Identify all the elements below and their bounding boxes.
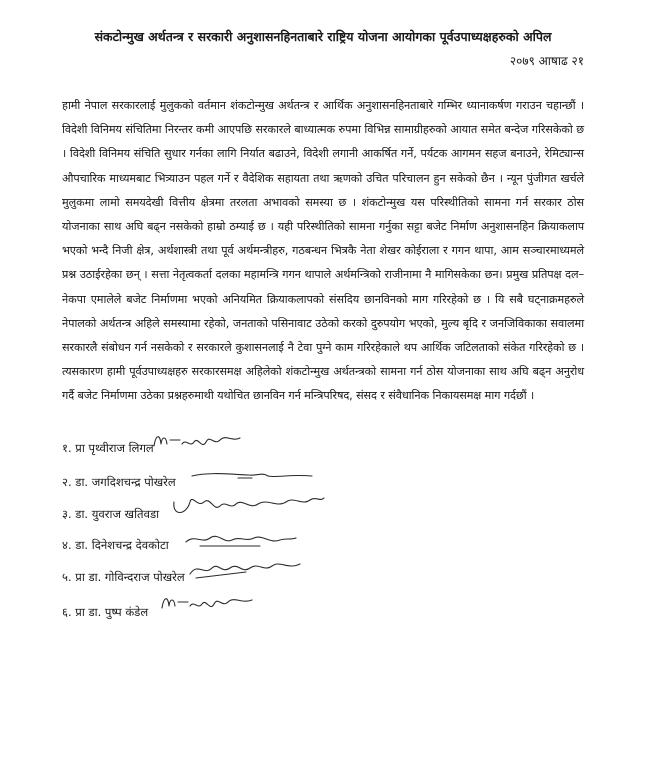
signatory-4: ४. डा. दिनेशचन्द्र देवकोटा [62,538,169,552]
signature-5 [186,556,304,582]
signature-1 [150,428,245,456]
signatory-1: १. प्रा पृथ्वीराज लिगल [62,441,154,455]
signature-3 [168,488,328,520]
signature-4 [180,528,300,550]
document-title: संकटोन्मुख अर्थतन्त्र र सरकारी अनुशासनहिनताबारे राष्ट्रिय योजना आयोगका पूर्वउपाध्यक्षहरुको अपिल [94,29,552,44]
signatory-2: २. डा. जगदिशचन्द्र पोखरेल [62,475,176,489]
document-body: हामी नेपाल सरकारलाई मुलुकको वर्तमान शंकटोन्मुख अर्थतन्त्र र आर्थिक अनुशासनहिनताबारे गम्भिर ध्यानाकर्षण गराउन चहान्छौं । विदेशी विनिमय संचितिमा निरन्तर कमी आएपछि सरकारले बाध्यात्मक रुपमा विभिन्न सामाग्रीहरुको आयात समेत बन्देज गरिसकेको छ । विदेशी विनिमय संचिति सुधार गर्नका लागि निर्यात बढाउने, विदेशी लगानी आकर्षित गर्ने, पर्यटक आगमन सहज बनाउने, रेमिट्यान्स औपचारिक माध्यमबाट भित्र्याउन पहल गर्ने र वैदेशिक सहायता तथा ऋणको उचित परिचालन हुन सकेको छैन । न्यून पुंजीगत खर्चले मुलुकमा लामो समयदेखी वित्तीय क्षेत्रमा तरलता अभावको समस्या छ । शंकटोन्मुख यस परिस्थीतिको सामना गर्न सरकार ठोस योजनाका साथ अघि बढ्न नसकेको हाम्रो ठम्याई छ । यही परिस्थीतिको सामना गर्नुका सट्टा बजेट निर्माण अनुशासनहिन क्रियाकलाप भएको भन्दै निजी क्षेत्र, अर्थशास्त्री तथा पूर्व अर्थमन्त्रीहरु, गठबन्धन भित्रकै नेता शेखर कोईराला र गगन थापा, आम सञ्चारमाध्यमले प्रश्न उठाईरहेका छन् । सत्ता नेतृत्वकर्ता दलका महामन्त्रि गगन थापाले अर्थमन्त्रिको राजीनामा नै मागिसकेका छन। प्रमुख प्रतिपक्ष दल– नेकपा एमालेले बजेट निर्माणमा भएको अनियमित क्रियाकलापको संसदिय छानविनको माग गरिरहेको छ । यि सबै घट्नाक्रमहरुले नेपालको अर्थतन्त्र अहिले समस्यामा रहेको, जनताको पसिनावाट उठेको करको दुरुपयोग भएको, मुल्य बृदि र जनजिविकाका सवालमा सरकारलै संबोधन गर्न नसकेको र सरकारले कुशासनलाई नै टेवा पुग्ने काम गरिरहेकाले थप आर्थिक जटिलताको संकेत गरिरहेको छ । त्यसकारण हामी पूर्वउपाध्यक्षहरु सरकारसमक्ष अहिलेको शंकटोन्मुख अर्थतन्त्रको सामना गर्न ठोस योजनाका साथ अघि बढ्न अनुरोध गर्दै बजेट निर्माणमा उठेका प्रश्नहरुमाथी यथोचित छानविन गर्न मन्त्रिपरिषद, संसद र संवैधानिक निकायसमक्ष माग गर्दछौं । [62,99,584,403]
signatory-3: ३. डा. युवराज खतिवडा [62,507,160,521]
signatory-6: ६. प्रा डा. पुष्प कंडेल [62,605,149,619]
document-date: २०७९ आषाढ २१ [509,54,584,68]
signatory-5: ५. प्रा डा. गोविन्दराज पोखरेल [62,570,185,584]
signature-2 [188,466,318,486]
signature-6 [158,590,258,618]
